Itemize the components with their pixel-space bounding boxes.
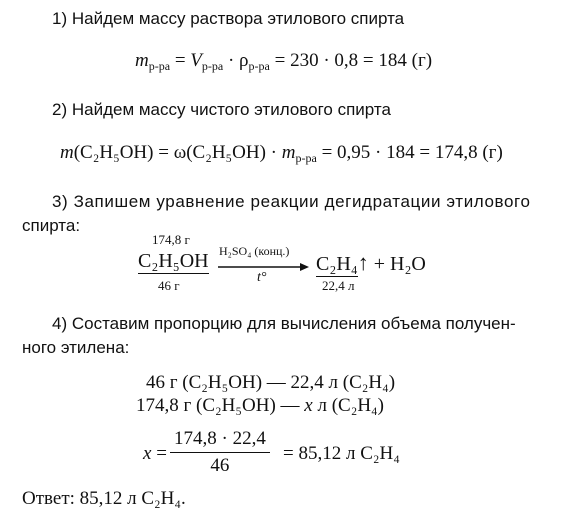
eq2-rhs: = 0,95 · 184 = 174,8 (г)	[316, 142, 503, 163]
proportion-row-2-right: л (C₂H₄)	[312, 395, 385, 416]
step-4-text-b: ного этилена:	[22, 338, 130, 357]
eq1-equals: =	[170, 50, 191, 71]
calc-equals: =	[151, 443, 167, 464]
step-4-text-a: 4) Составим пропорцию для вычисления объема получен-	[52, 314, 516, 333]
eq1-rhs: = 230 · 0,8 = 184 (г)	[269, 50, 433, 71]
reaction-reactant	[138, 250, 209, 273]
eq1-dot: ·	[223, 50, 240, 71]
step-3-text-a: 3) Запишем уравнение реакции дегидратации этилового	[52, 192, 531, 211]
reaction-below-reactant: 46 г	[158, 278, 180, 293]
calc-numerator: 174,8 · 22,4	[170, 428, 270, 453]
step-3-text-b: спирта:	[22, 216, 81, 235]
reaction-above-reactant: 174,8 г	[152, 232, 190, 247]
proportion-row-2	[136, 395, 384, 417]
eq1-rho: ρ	[239, 50, 249, 71]
reaction-reactant-formula: C₂H₅OH	[138, 250, 209, 272]
eq1-v: V	[190, 50, 202, 71]
calc-denominator: 46	[210, 455, 230, 476]
calc-x: x	[143, 443, 152, 464]
reaction-condition-text: t°	[257, 270, 267, 285]
proportion-row-1: 46 г (C₂H₅OH) — 22,4 л (C₂H₄)	[146, 372, 396, 393]
step-2-text: 2) Найдем массу чистого этилового спирта	[52, 100, 391, 119]
reaction-product-formula: C₂H₄	[316, 253, 358, 275]
proportion-row-2-left: 174,8 г (C₂H₅OH) —	[136, 395, 305, 416]
gas-arrow-icon: ↑	[357, 250, 369, 275]
calc-result: = 85,12 л C₂H₄	[283, 443, 400, 464]
reaction-below-product: 22,4 л	[322, 278, 355, 293]
calc-fraction	[170, 428, 270, 477]
proportion-row-2-x: x	[304, 395, 313, 416]
eq1-m-sub: р-ра	[148, 59, 171, 73]
reaction-products	[316, 250, 426, 276]
eq1-m: m	[135, 50, 149, 71]
reaction-catalyst: H₂SO₄ (конц.)	[219, 244, 290, 258]
eq1-v-sub: р-ра	[201, 59, 224, 73]
calc-lhs	[143, 443, 167, 465]
eq1-rho-sub: р-ра	[248, 59, 270, 73]
reaction-condition	[257, 270, 267, 286]
reaction-water: + H₂O	[368, 253, 426, 275]
eq2-lhs: (C₂H₅OH) = ω(C₂H₅OH) ·	[73, 142, 282, 163]
equation-pure-mass	[60, 142, 503, 164]
eq2-m2-sub: р-ра	[295, 151, 317, 165]
eq2-m: m	[60, 142, 74, 163]
step-1-text: 1) Найдем массу раствора этилового спирта	[52, 9, 405, 28]
eq2-m2: m	[281, 142, 296, 163]
answer-text: Ответ: 85,12 л C₂H₄.	[22, 488, 186, 509]
equation-solution-mass	[135, 50, 432, 72]
